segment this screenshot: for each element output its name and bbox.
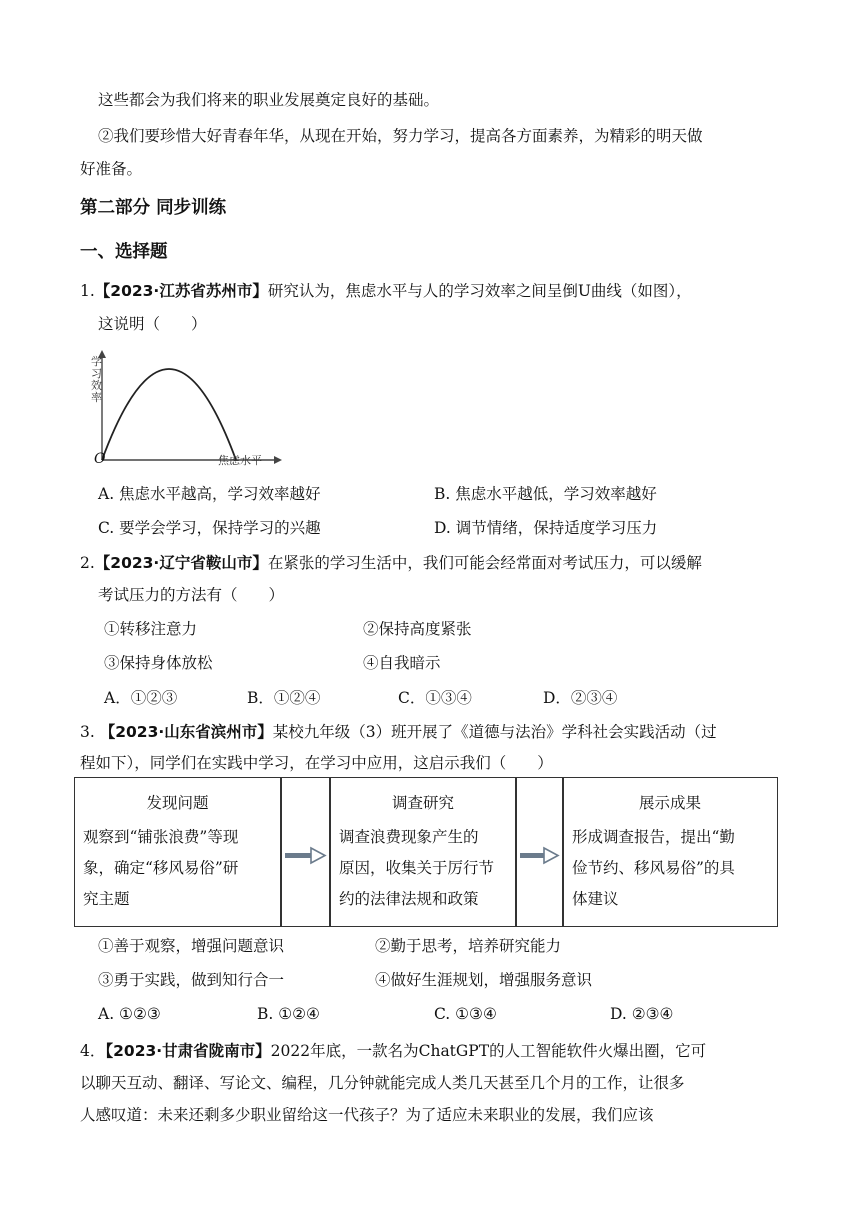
question-2-line-1 bbox=[80, 552, 702, 574]
question-1-line-1 bbox=[80, 280, 692, 302]
question-4-line-3: 人感叹道：未来还剩多少职业留给这一代孩子？为了适应未来职业的发展，我们应该 bbox=[80, 1106, 654, 1124]
right-arrow-icon bbox=[516, 778, 562, 926]
flow-step-discover-line-1: 观察到“铺张浪费”等现 bbox=[83, 828, 239, 846]
graph-x-label: 焦虑水平 bbox=[218, 454, 262, 467]
question-2-item-2: ②保持高度紧张 bbox=[363, 620, 472, 638]
question-1-option-b[interactable]: B. 焦虑水平越低，学习效率越好 bbox=[434, 485, 657, 503]
flow-arrow-cell bbox=[516, 778, 562, 926]
question-2-text: 在紧张的学习生活中，我们可能会经常面对考试压力，可以缓解 bbox=[267, 554, 702, 572]
question-1-option-d[interactable]: D. 调节情绪，保持适度学习压力 bbox=[434, 519, 658, 537]
subsection-title: 一、选择题 bbox=[80, 242, 168, 262]
question-1-text: 研究认为，焦虑水平与人的学习效率之间呈倒U曲线（如图）， bbox=[267, 282, 692, 300]
question-3-option-a[interactable]: A. ①②③ bbox=[98, 1005, 161, 1023]
question-4-line-2: 以聊天互动、翻译、写论文、编程，几分钟就能完成人类几天甚至几个月的工作，让很多 bbox=[80, 1074, 685, 1092]
flow-step-present-title: 展示成果 bbox=[638, 794, 701, 812]
question-4-number: 4． bbox=[80, 1042, 106, 1060]
flow-step-research-title: 调查研究 bbox=[391, 794, 454, 812]
flow-step-research-line-3: 约的法律法规和政策 bbox=[339, 890, 479, 908]
question-2-option-a[interactable]: A．①②③ bbox=[104, 689, 178, 707]
question-2-item-3: ③保持身体放松 bbox=[104, 654, 213, 672]
question-3-item-4: ④做好生涯规划，增强服务意识 bbox=[375, 971, 593, 989]
question-2-source: 【2023·辽宁省鞍山市】 bbox=[94, 554, 268, 572]
inverted-u-curve bbox=[102, 369, 236, 460]
flow-step-present-line-1: 形成调查报告，提出“勤 bbox=[572, 828, 735, 846]
flow-step-present bbox=[564, 778, 776, 926]
section-title: 第二部分 同步训练 bbox=[80, 198, 227, 218]
question-3-option-c[interactable]: C. ①③④ bbox=[434, 1005, 497, 1023]
question-1-option-c[interactable]: C. 要学会学习，保持学习的兴趣 bbox=[98, 519, 321, 537]
question-1-line-2: 这说明（ ） bbox=[98, 315, 207, 333]
x-axis-arrow bbox=[274, 456, 282, 464]
flow-arrow-cell bbox=[281, 778, 329, 926]
question-1-source: 【2023·江苏省苏州市】 bbox=[94, 282, 268, 300]
question-3-text: 某校九年级（3）班开展了《道德与法治》学科社会实践活动（过 bbox=[272, 723, 717, 741]
question-2-item-1: ①转移注意力 bbox=[104, 620, 198, 638]
question-3-line-1 bbox=[80, 721, 717, 743]
question-2-option-d[interactable]: D．②③④ bbox=[543, 689, 618, 707]
flow-step-discover-line-2: 象，确定“移风易俗”研 bbox=[83, 859, 239, 877]
question-2-option-c[interactable]: C．①③④ bbox=[398, 689, 472, 707]
question-1-option-a[interactable]: A. 焦虑水平越高，学习效率越好 bbox=[98, 485, 321, 503]
question-2-item-4: ④自我暗示 bbox=[363, 654, 441, 672]
question-3-option-d[interactable]: D. ②③④ bbox=[610, 1005, 674, 1023]
research-process-flowchart bbox=[74, 777, 778, 927]
question-4-text: 2022年底，一款名为ChatGPT的人工智能软件火爆出圈，它可 bbox=[270, 1042, 707, 1060]
flow-step-discover-line-3: 究主题 bbox=[83, 890, 130, 908]
question-3-item-3: ③勇于实践，做到知行合一 bbox=[98, 971, 285, 989]
question-3-source: 【2023·山东省滨州市】 bbox=[99, 723, 273, 741]
right-arrow-icon bbox=[281, 778, 329, 926]
flow-step-research-line-1: 调查浪费现象产生的 bbox=[339, 828, 479, 846]
question-3-item-1: ①善于观察，增强问题意识 bbox=[98, 937, 285, 955]
flow-step-discover-title: 发现问题 bbox=[146, 794, 209, 812]
flow-step-research bbox=[331, 778, 515, 926]
flow-step-present-line-2: 俭节约、移风易俗”的具 bbox=[572, 859, 735, 877]
question-2-line-2: 考试压力的方法有（ ） bbox=[98, 586, 285, 604]
question-3-line-2: 程如下），同学们在实践中学习，在学习中应用，这启示我们（ ） bbox=[80, 754, 553, 772]
question-3-option-b[interactable]: B. ①②④ bbox=[257, 1005, 320, 1023]
flow-step-discover bbox=[75, 778, 280, 926]
intro-line-3: 好准备。 bbox=[80, 160, 143, 178]
question-2-number: 2. bbox=[80, 554, 95, 572]
graph-origin-label: O bbox=[94, 451, 106, 467]
intro-line-2: ②我们要珍惜大好青春年华，从现在开始，努力学习，提高各方面素养，为精彩的明天做 bbox=[98, 127, 703, 145]
question-1-number: 1. bbox=[80, 282, 95, 300]
question-4-source: 【2023·甘肃省陇南市】 bbox=[105, 1042, 271, 1060]
question-3-number: 3. bbox=[80, 723, 95, 741]
graph-y-label: 学习效率 bbox=[91, 355, 102, 404]
flow-step-research-line-2: 原因，收集关于厉行节 bbox=[339, 859, 495, 877]
flow-step-present-line-3: 体建议 bbox=[572, 890, 619, 908]
intro-line-1: 这些都会为我们将来的职业发展奠定良好的基础。 bbox=[98, 91, 440, 109]
question-3-item-2: ②勤于思考，培养研究能力 bbox=[375, 937, 562, 955]
question-4-line-1 bbox=[80, 1040, 706, 1062]
question-2-option-b[interactable]: B．①②④ bbox=[247, 689, 321, 707]
